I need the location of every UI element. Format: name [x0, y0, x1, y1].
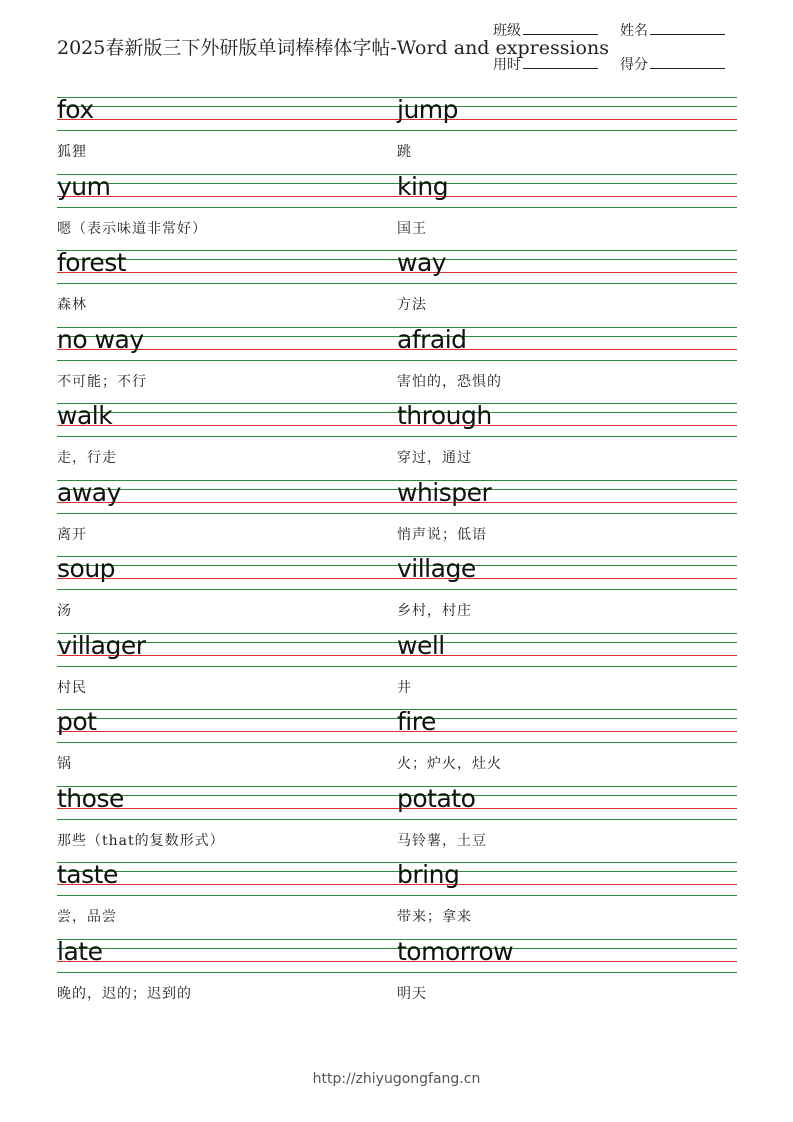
- english-word: jump: [397, 95, 459, 124]
- word-row: [57, 97, 737, 172]
- guide-green-line: [57, 207, 737, 208]
- footer-url: http://zhiyugongfang.cn: [312, 1071, 481, 1087]
- guide-green-line: [57, 819, 737, 820]
- word-row: [57, 556, 737, 631]
- english-word: late: [57, 936, 103, 966]
- name-field[interactable]: [620, 20, 725, 40]
- name-label: 姓名: [620, 23, 648, 39]
- word-row: [57, 250, 737, 325]
- chinese-meaning: 火；炉火，灶火: [397, 756, 502, 772]
- time-label: 用时: [493, 57, 521, 73]
- english-word: bring: [397, 860, 460, 889]
- english-word: through: [397, 401, 492, 430]
- english-word: soup: [57, 554, 116, 583]
- chinese-meaning: 马铃薯，土豆: [397, 832, 487, 849]
- chinese-meaning: 方法: [397, 297, 427, 313]
- name-blank[interactable]: [650, 22, 725, 35]
- english-word: potato: [397, 783, 476, 813]
- english-word: fox: [57, 95, 94, 124]
- guide-green-line: [57, 589, 737, 590]
- time-field[interactable]: [493, 54, 598, 74]
- chinese-meaning: 那些（that的复数形式）: [57, 832, 225, 849]
- guide-green-line: [57, 283, 737, 284]
- score-label: 得分: [620, 57, 648, 73]
- word-row: [57, 936, 737, 1014]
- english-word: yum: [57, 171, 111, 201]
- class-label: 班级: [493, 23, 521, 39]
- chinese-meaning: 明天: [397, 985, 427, 1002]
- guide-green-line: [57, 742, 737, 743]
- word-row: [57, 862, 737, 937]
- word-row: [57, 403, 737, 478]
- chinese-meaning: 害怕的，恐惧的: [397, 373, 502, 390]
- word-row: [57, 630, 737, 708]
- english-word: walk: [57, 401, 113, 430]
- english-word: way: [397, 248, 447, 277]
- english-word: taste: [57, 860, 118, 889]
- guide-green-line: [57, 513, 737, 514]
- chinese-meaning: 国王: [397, 220, 427, 237]
- guide-green-line: [57, 895, 737, 896]
- chinese-meaning: 狐狸: [57, 144, 87, 160]
- chinese-meaning: 不可能；不行: [57, 373, 147, 390]
- english-word: those: [57, 783, 124, 813]
- time-blank[interactable]: [523, 56, 598, 69]
- chinese-meaning: 井: [397, 679, 412, 696]
- page-title: 2025春新版三下外研版单词棒棒体字帖-Word and expressions: [57, 37, 609, 59]
- chinese-meaning: 乡村，村庄: [397, 603, 472, 619]
- score-field[interactable]: [620, 54, 725, 74]
- chinese-meaning: 跳: [397, 144, 412, 160]
- chinese-meaning: 离开: [57, 526, 87, 543]
- word-row: [57, 477, 737, 555]
- chinese-meaning: 锅: [57, 756, 72, 772]
- english-word: away: [57, 477, 121, 507]
- word-row: [57, 783, 737, 861]
- chinese-meaning: 汤: [57, 603, 72, 619]
- english-word: fire: [397, 707, 436, 736]
- chinese-meaning: 穿过，通过: [397, 450, 472, 466]
- guide-green-line: [57, 972, 737, 973]
- guide-green-line: [57, 436, 737, 437]
- class-field[interactable]: [493, 20, 598, 40]
- english-word: afraid: [397, 324, 467, 354]
- chinese-meaning: 悄声说；低语: [397, 526, 487, 543]
- english-word: pot: [57, 707, 97, 736]
- chinese-meaning: 带来；拿来: [397, 909, 472, 925]
- english-word: well: [397, 630, 445, 660]
- english-word: forest: [57, 248, 127, 277]
- guide-green-line: [57, 666, 737, 667]
- guide-green-line: [57, 130, 737, 131]
- english-word: tomorrow: [397, 936, 514, 966]
- word-row: [57, 171, 737, 249]
- english-word: villager: [57, 630, 146, 660]
- english-word: king: [397, 171, 449, 201]
- word-row: [57, 324, 737, 402]
- english-word: village: [397, 554, 476, 583]
- chinese-meaning: 尝，品尝: [57, 909, 117, 925]
- chinese-meaning: 村民: [57, 679, 87, 696]
- chinese-meaning: 森林: [57, 297, 87, 313]
- chinese-meaning: 嗯（表示味道非常好）: [57, 220, 207, 237]
- guide-green-line: [57, 360, 737, 361]
- word-row: [57, 709, 737, 784]
- score-blank[interactable]: [650, 56, 725, 69]
- chinese-meaning: 走，行走: [57, 450, 117, 466]
- english-word: no way: [57, 324, 144, 354]
- chinese-meaning: 晚的，迟的；迟到的: [57, 985, 192, 1002]
- english-word: whisper: [397, 477, 492, 507]
- class-blank[interactable]: [523, 22, 598, 35]
